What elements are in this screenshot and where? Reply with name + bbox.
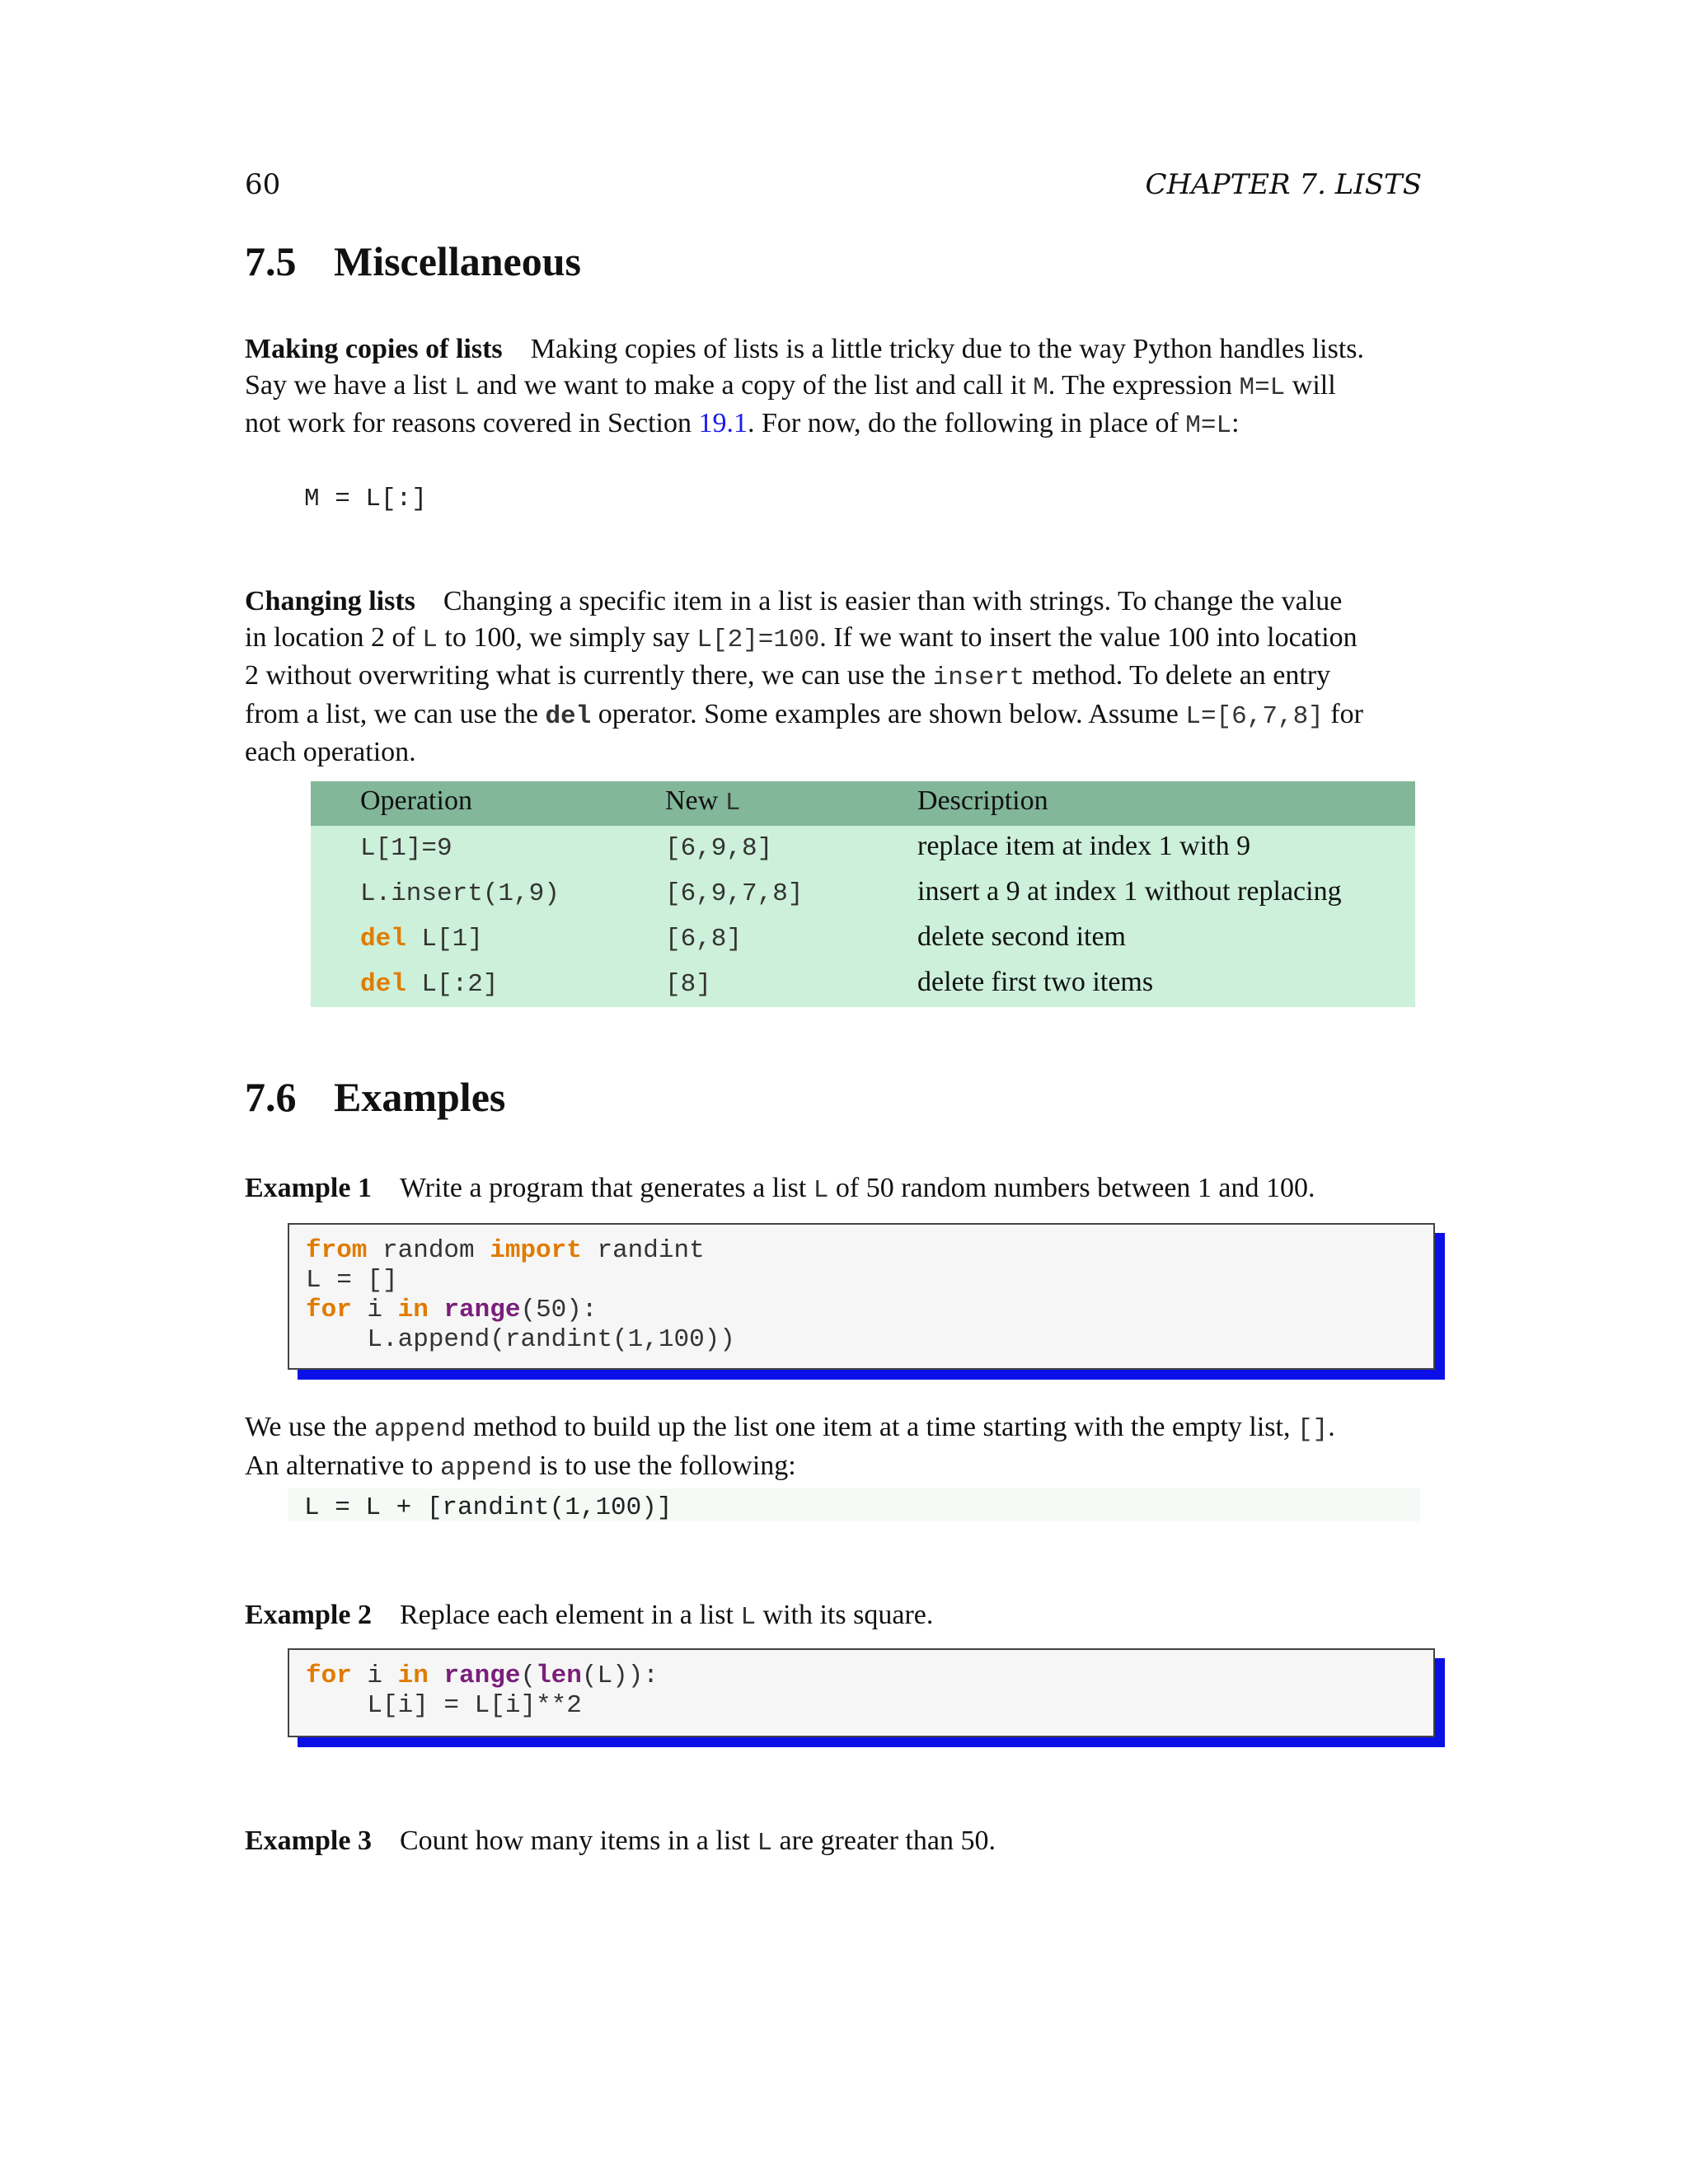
changing-line-5: each operation. [245, 737, 416, 767]
changing-line-3: 2 without overwriting what is currently there, we can use the insert method. To delete an entry [245, 660, 1331, 692]
section-heading-7-5 [245, 237, 581, 285]
copies-line-3: not work for reasons covered in Section 19.1. For now, do the following in place of M=L: [245, 408, 1240, 440]
header-operation: Operation [360, 785, 472, 816]
changing-line-1: Changing lists Changing a specific item in a list is easier than with strings. To change the value [245, 586, 1343, 616]
copies-paragraph [245, 331, 1422, 444]
copies-line-2: Say we have a list L and we want to make a copy of the list and call it M. The expression M=L will [245, 369, 1336, 402]
operations-table [311, 781, 1415, 1007]
alt-code: L = L + [randint(1,100)] [304, 1493, 673, 1522]
example-3-text: Example 3 Count how many items in a list L are greater than 50. [245, 1825, 996, 1858]
table-row-new: [6,8] [665, 925, 743, 954]
table-row-op: del L[1] [360, 925, 483, 954]
table-row-desc: replace item at index 1 with 9 [917, 831, 1251, 861]
section-heading-7-6 [245, 1073, 505, 1121]
section-number: 7.6 [245, 1074, 297, 1120]
example-2-label: Example 2 [245, 1600, 372, 1630]
example-1-label: Example 1 [245, 1173, 372, 1203]
table-row-new: [6,9,7,8] [665, 879, 804, 908]
header-description: Description [917, 785, 1048, 816]
code-listing: for i in range(len(L)): L[i] = L[i]**2 [288, 1648, 1435, 1737]
changing-paragraph [245, 583, 1422, 771]
section-number: 7.5 [245, 238, 297, 284]
chapter-title: CHAPTER 7. LISTS [1145, 168, 1422, 201]
copies-heading: Making copies of lists [245, 334, 503, 364]
example-1-explanation: We use the append method to build up the list one item at a time starting with the empty list, []. An alternative to append is to use the following: [245, 1412, 1335, 1483]
changing-line-2: in location 2 of L to 100, we simply say L[2]=100. If we want to insert the value 100 into location [245, 621, 1357, 654]
table-row-op: L[1]=9 [360, 834, 452, 863]
section-title: Examples [334, 1074, 506, 1120]
example-2-text: Example 2 Replace each element in a list L with its square. [245, 1600, 934, 1632]
table-row-new: [6,9,8] [665, 834, 773, 863]
example-1-text: Example 1 Write a program that generates a list L of 50 random numbers between 1 and 100. [245, 1173, 1315, 1205]
table-header [311, 781, 1415, 826]
running-head [245, 168, 1422, 208]
changing-heading: Changing lists [245, 586, 415, 616]
example-3-label: Example 3 [245, 1825, 372, 1856]
table-row-desc: insert a 9 at index 1 without replacing [917, 876, 1342, 907]
table-row-op: del L[:2] [360, 970, 499, 999]
header-new: New L [665, 785, 741, 818]
page-number: 60 [245, 168, 281, 201]
table-row-new: [8] [665, 970, 711, 999]
changing-line-4: from a list, we can use the del operator. Some examples are shown below. Assume L=[6,7,8] for [245, 698, 1363, 731]
section-link[interactable]: 19.1 [698, 408, 748, 438]
table-row-op: L.insert(1,9) [360, 879, 560, 908]
section-title: Miscellaneous [334, 238, 581, 284]
copies-line-1: Making copies of lists Making copies of lists is a little tricky due to the way Python handles lists. [245, 334, 1365, 364]
code-listing: from random import randint L = [] for i in range(50): L.append(randint(1,100)) [288, 1223, 1435, 1370]
table-row-desc: delete second item [917, 921, 1127, 952]
copy-code: M = L[:] [304, 485, 427, 513]
table-row-desc: delete first two items [917, 967, 1154, 997]
